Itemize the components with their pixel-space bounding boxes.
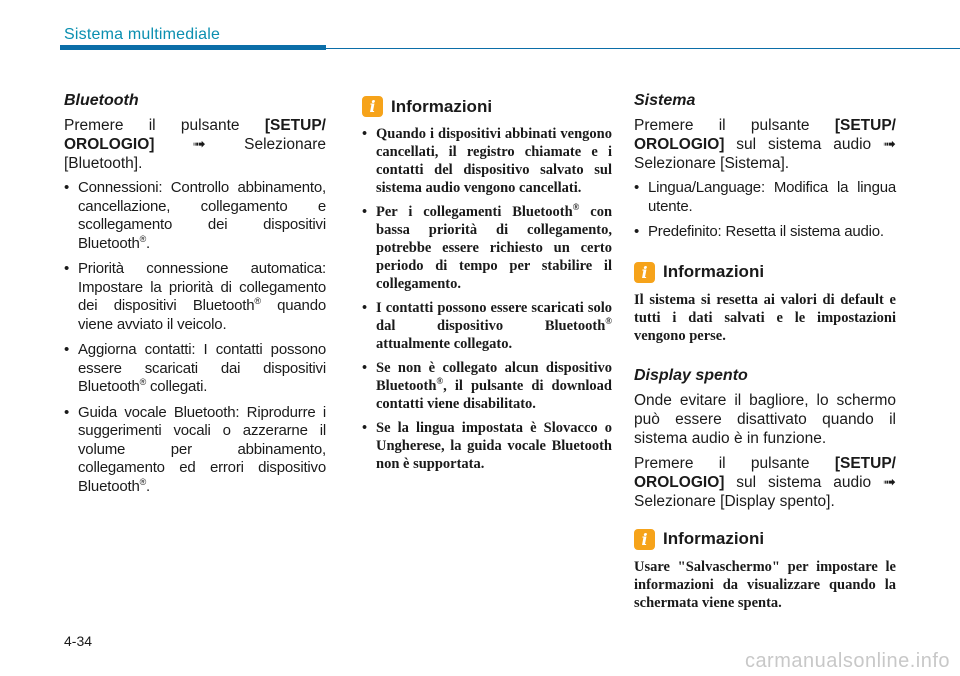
setup-button-ref: [SETUP/ OROLOGIO] bbox=[64, 117, 326, 153]
page-number: 4-34 bbox=[64, 633, 93, 649]
sistema-options-list bbox=[634, 179, 896, 242]
info-title: Informazioni bbox=[663, 529, 765, 548]
list-item: • Connessioni: Controllo abbinamento, cancellazione, collegamento e scollegamento dei dispositivi Bluetooth®. bbox=[64, 179, 326, 253]
list-item: • I contatti possono essere scaricati solo dal dispositivo Bluetooth® attualmente collegato. bbox=[362, 299, 612, 353]
section-heading-display-spento: Display spento bbox=[634, 366, 748, 384]
list-item: • Guida vocale Bluetooth: Riprodurre i suggerimenti vocali o azzerarne il volume per abbinamento, collegamento ed errori dispositivo Bluetooth®. bbox=[64, 404, 326, 497]
info-title: Informazioni bbox=[391, 96, 493, 116]
info-header bbox=[362, 96, 612, 117]
header-line bbox=[326, 48, 960, 49]
list-item: • Aggiorna contatti: I contatti possono essere scaricati dai dispositivi Bluetooth® collegati. bbox=[64, 341, 326, 397]
info-header bbox=[634, 262, 896, 283]
info-list bbox=[362, 125, 612, 473]
section-heading-bluetooth: Bluetooth bbox=[64, 92, 139, 109]
header-title: Sistema multimediale bbox=[64, 26, 221, 43]
header-bar bbox=[60, 45, 326, 50]
display-text: Onde evitare il bagliore, lo schermo può essere disattivato quando il sistema audio è in funzione. bbox=[634, 391, 896, 447]
column-info-bluetooth bbox=[362, 96, 612, 479]
list-item: • Quando i dispositivi abbinati vengono cancellati, il registro chiamate e i contatti del dispositivo salvato sul sistema audio vengono cancellati. bbox=[362, 125, 612, 197]
bluetooth-intro bbox=[64, 116, 326, 173]
info-icon: i bbox=[362, 96, 383, 117]
setup-button-ref: [SETUP/ OROLOGIO] bbox=[634, 117, 896, 153]
intro-text: Premere il pulsante bbox=[64, 117, 265, 134]
sistema-intro: Premere il pulsante [SETUP/ OROLOGIO] sul sistema audio ➟ Selezionare [Sistema]. bbox=[634, 117, 896, 172]
list-item: • Priorità connessione automatica: Impostare la priorità di collegamento dei dispositivi Bluetooth® quando viene avviato il veicolo. bbox=[64, 260, 326, 334]
info-title: Informazioni bbox=[663, 262, 765, 281]
info-icon: i bbox=[634, 529, 655, 550]
info-text: Usare "Salvaschermo" per impostare le informazioni da visualizzare quando la schermata viene spenta. bbox=[634, 558, 896, 611]
list-item: • Se la lingua impostata è Slovacco o Ungherese, la guida vocale Bluetooth non è supportata. bbox=[362, 419, 612, 473]
list-item: • Per i collegamenti Bluetooth® con bassa priorità di collegamento, potrebbe essere richiesto un certo periodo di tempo per stabilire il collegamento. bbox=[362, 203, 612, 293]
list-item: • Lingua/Language: Modifica la lingua utente. bbox=[634, 179, 896, 216]
watermark: carmanualsonline.info bbox=[744, 650, 950, 672]
setup-button-ref: [SETUP/ OROLOGIO] bbox=[634, 454, 896, 491]
column-bluetooth bbox=[64, 92, 326, 504]
list-item: • Se non è collegato alcun dispositivo Bluetooth®, il pulsante di download contatti viene disabilitato. bbox=[362, 359, 612, 413]
column-sistema bbox=[634, 92, 896, 626]
info-header bbox=[634, 529, 896, 550]
section-heading-sistema: Sistema bbox=[634, 92, 696, 109]
display-intro: Premere il pulsante [SETUP/ OROLOGIO] sul sistema audio ➟ Selezionare [Display spento]. bbox=[634, 454, 896, 510]
bluetooth-options-list bbox=[64, 179, 326, 496]
info-text: Il sistema si resetta ai valori di default e tutti i dati salvati e le impostazioni vengono perse. bbox=[634, 291, 896, 344]
info-icon: i bbox=[634, 262, 655, 283]
intro-text-end: ➟ Selezionare [Bluetooth]. bbox=[64, 136, 326, 172]
list-item: • Predefinito: Resetta il sistema audio. bbox=[634, 223, 896, 242]
